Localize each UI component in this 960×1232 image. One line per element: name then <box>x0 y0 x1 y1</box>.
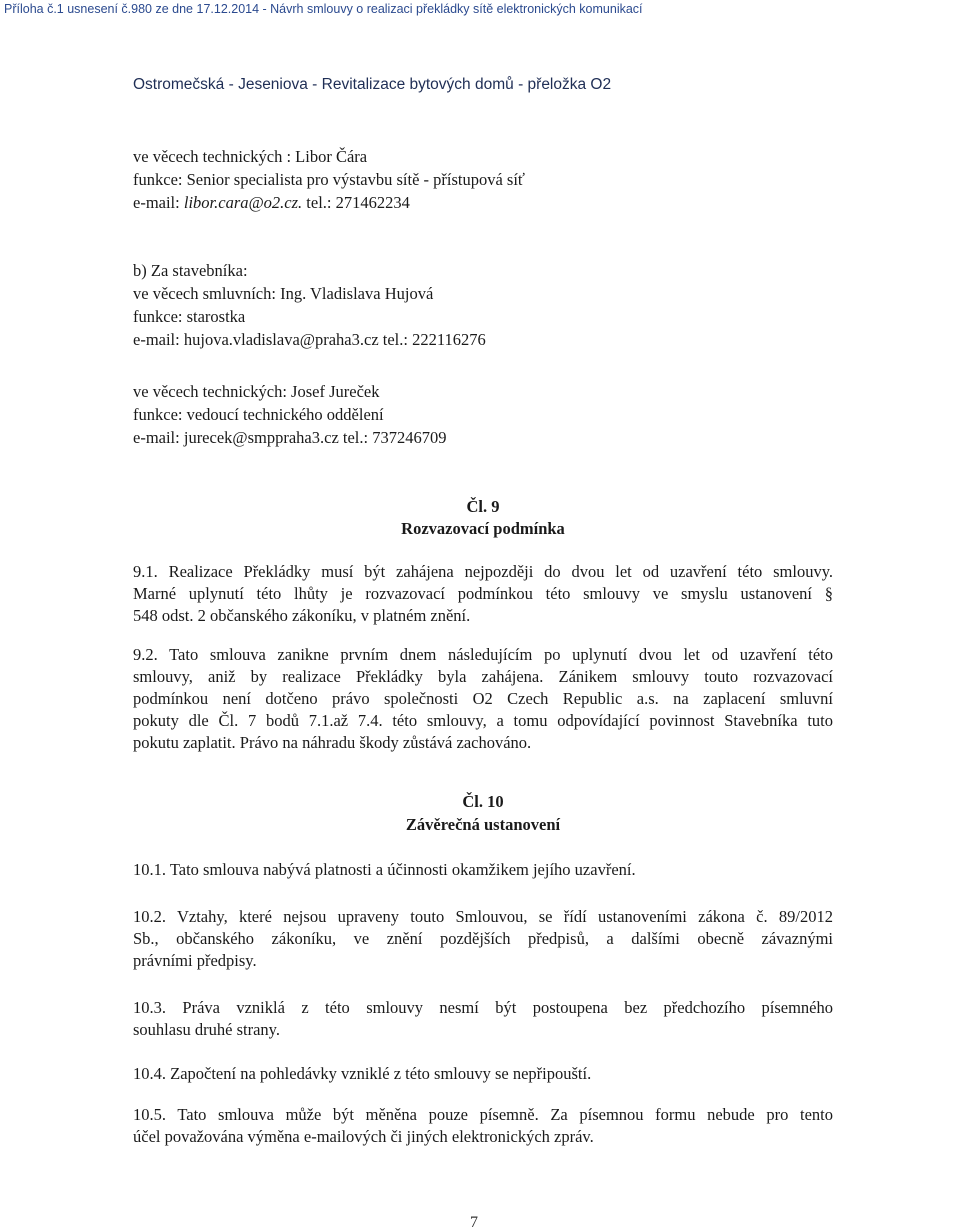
contact-function: funkce: Senior specialista pro výstavbu sítě - přístupová síť <box>133 170 525 189</box>
contact-line: ve věcech technických: Josef Jureček <box>133 382 380 401</box>
phone-number: tel.: 271462234 <box>302 193 410 212</box>
contact-function: funkce: starostka <box>133 307 246 326</box>
email-link[interactable]: libor.cara@o2.cz. <box>183 193 303 212</box>
contact-email-line <box>133 191 525 214</box>
paragraph-line: 10.2. Vztahy, které nejsou upraveny touto Smlouvou, se řídí ustanoveními zákona č. 89/2012 <box>133 907 833 926</box>
article-10-title: Závěrečná ustanovení <box>405 815 561 834</box>
article-9-number: Čl. 9 <box>466 497 500 516</box>
paragraph-line: smlouvy, aniž by realizace Překládky byla zahájena. Zánikem smlouvy touto rozvazovací <box>133 667 833 686</box>
paragraph-line: 10.1. Tato smlouva nabývá platnosti a účinnosti okamžikem jejího uzavření. <box>133 860 636 879</box>
paragraph-line: 10.4. Započtení na pohledávky vzniklé z této smlouvy se nepřipouští. <box>133 1064 592 1083</box>
contact-o2-technical <box>133 145 525 214</box>
paragraph-10-5 <box>133 1104 833 1148</box>
builder-heading: b) Za stavebníka: <box>133 261 248 280</box>
contact-line: ve věcech technických : Libor Čára <box>133 147 368 166</box>
paragraph-9-1 <box>133 561 833 627</box>
paragraph-line: 10.5. Tato smlouva může být měněna pouze písemně. Za písemnou formu nebude pro tento <box>133 1105 833 1124</box>
email-label: e-mail: <box>133 193 184 212</box>
paragraph-10-3 <box>133 997 833 1041</box>
paragraph-line: účel považována výměna e-mailových či jiných elektronických zpráv. <box>133 1127 594 1146</box>
paragraph-line: 9.2. Tato smlouva zanikne prvním dnem následujícím po uplynutí dvou let od uzavření této <box>133 645 833 664</box>
contact-function: funkce: vedoucí technického oddělení <box>133 405 384 424</box>
paragraph-line: pokuty dle Čl. 7 bodů 7.1.až 7.4. této smlouvy, a tomu odpovídající povinnost Stavebníka tuto <box>133 711 833 730</box>
paragraph-line: souhlasu druhé strany. <box>133 1020 280 1039</box>
contact-builder-technical <box>133 380 446 449</box>
project-title: Ostromečská - Jeseniova - Revitalizace bytových domů - přeložka O2 <box>133 76 612 93</box>
paragraph-10-4 <box>133 1063 833 1085</box>
paragraph-10-1 <box>133 859 833 881</box>
paragraph-line: 9.1. Realizace Překládky musí být zahájena nejpozději do dvou let od uzavření této smlouvy. <box>133 562 833 581</box>
page-number: 7 <box>470 1214 478 1231</box>
paragraph-line: 548 odst. 2 občanského zákoníku, v platném znění. <box>133 606 471 625</box>
paragraph-9-2 <box>133 644 833 754</box>
paragraph-line: Sb., občanského zákoníku, ve znění pozdějších předpisů, a dalšími obecně závaznými <box>133 929 833 948</box>
article-9-title: Rozvazovací podmínka <box>401 519 565 538</box>
paragraph-line: pokutu zaplatit. Právo na náhradu škody zůstává zachováno. <box>133 733 532 752</box>
document-header: Příloha č.1 usnesení č.980 ze dne 17.12.2014 - Návrh smlouvy o realizaci překládky sítě elektronických komunikací <box>4 2 643 16</box>
paragraph-line: 10.3. Práva vzniklá z této smlouvy nesmí být postoupena bez předchozího písemného <box>133 998 833 1017</box>
contact-line: ve věcech smluvních: Ing. Vladislava Hujová <box>133 284 434 303</box>
article-10-number: Čl. 10 <box>462 792 504 811</box>
contact-builder-contract <box>133 259 486 351</box>
contact-email-line: e-mail: hujova.vladislava@praha3.cz tel.: 222116276 <box>133 330 486 349</box>
paragraph-10-2 <box>133 906 833 972</box>
paragraph-line: právními předpisy. <box>133 951 257 970</box>
contact-email-line: e-mail: jurecek@smppraha3.cz tel.: 737246709 <box>133 428 447 447</box>
paragraph-line: Marné uplynutí této lhůty je rozvazovací podmínkou této smlouvy ve smyslu ustanovení § <box>133 584 833 603</box>
paragraph-line: podmínkou není dotčeno právo společnosti O2 Czech Republic a.s. na zaplacení smluvní <box>133 689 833 708</box>
